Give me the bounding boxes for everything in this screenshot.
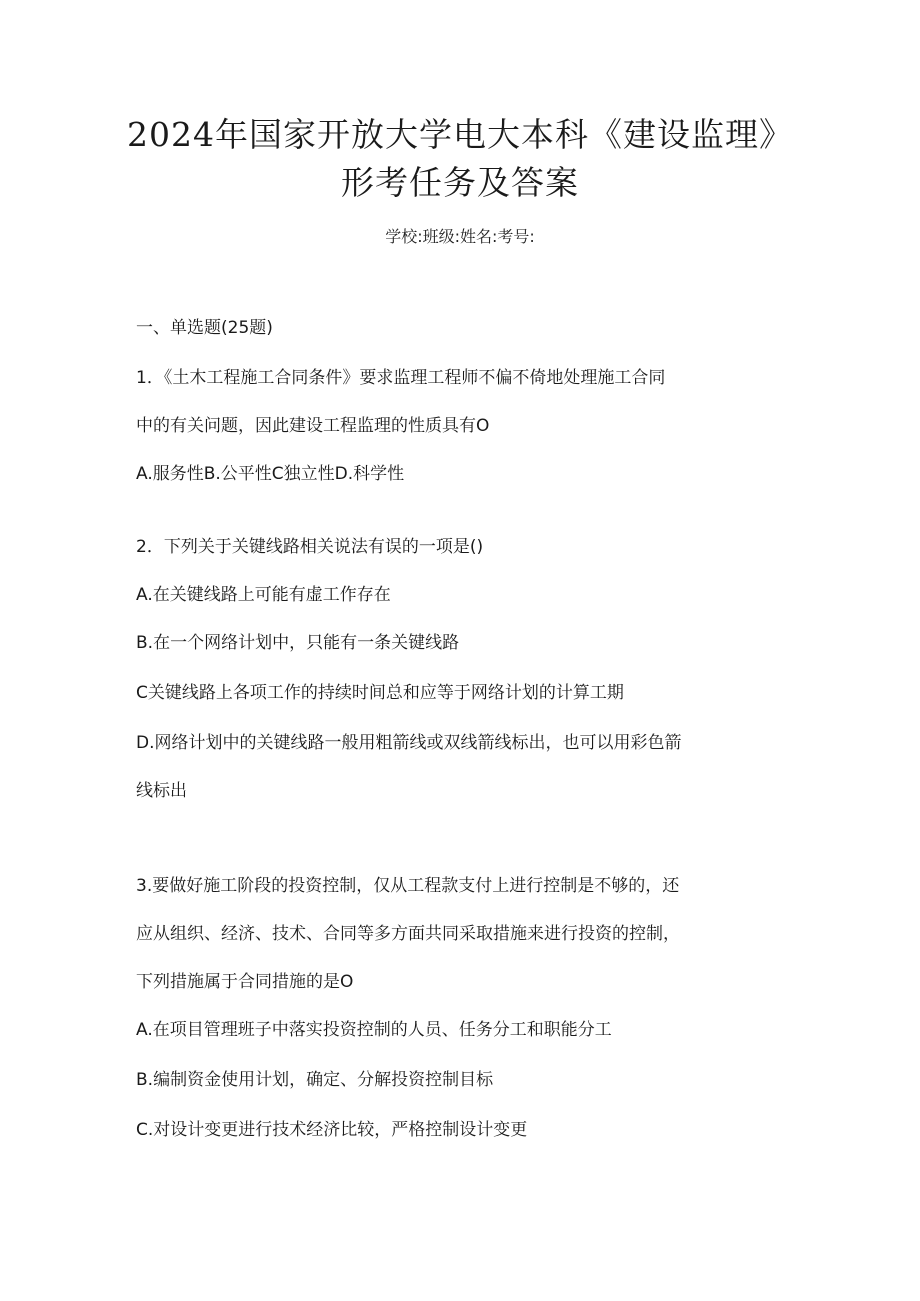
question-1-options: A.服务性B.公平性C独立性D.科学性 — [136, 464, 405, 484]
question-2-option-a: A.在关键线路上可能有虚工作存在 — [136, 585, 391, 605]
exam-number-label: 考号: — [497, 227, 535, 246]
question-3-stem-line-3: 下列措施属于合同措施的是O — [136, 972, 354, 992]
question-2-option-d-line-1: D.网络计划中的关键线路一般用粗箭线或双线箭线标出，也可以用彩色箭 — [136, 733, 682, 753]
question-1-stem-line-1: 1．《土木工程施工合同条件》要求监理工程师不偏不倚地处理施工合同 — [136, 368, 666, 388]
question-2-stem: 2．下列关于关键线路相关说法有误的一项是() — [136, 537, 484, 557]
class-label: 班级: — [422, 227, 460, 246]
question-1-stem-line-2: 中的有关问题，因此建设工程监理的性质具有O — [136, 416, 490, 436]
name-label: 姓名: — [460, 227, 498, 246]
question-3-option-a: A.在项目管理班子中落实投资控制的人员、任务分工和职能分工 — [136, 1020, 612, 1040]
question-3-stem-line-2: 应从组织、经济、技术、合同等多方面共同采取措施来进行投资的控制， — [136, 924, 680, 944]
question-2-option-c: C关键线路上各项工作的持续时间总和应等于网络计划的计算工期 — [136, 683, 624, 703]
document-title-line-2: 形考任务及答案 — [341, 163, 579, 202]
question-3-option-c: C.对设计变更进行技术经济比较，严格控制设计变更 — [136, 1120, 528, 1140]
question-3-option-b: B.编制资金使用计划，确定、分解投资控制目标 — [136, 1070, 494, 1090]
school-label: 学校: — [385, 227, 423, 246]
section-heading: 一、单选题(25题) — [136, 318, 273, 338]
student-info-line — [0, 226, 920, 248]
question-3-stem-line-1: 3.要做好施工阶段的投资控制，仅从工程款支付上进行控制是不够的，还 — [136, 876, 680, 896]
question-2-option-d-line-2: 线标出 — [136, 781, 187, 801]
question-2-option-b: B.在一个网络计划中，只能有一条关键线路 — [136, 633, 460, 653]
document-title-line-1: 2024年国家开放大学电大本科《建设监理》 — [127, 115, 793, 154]
